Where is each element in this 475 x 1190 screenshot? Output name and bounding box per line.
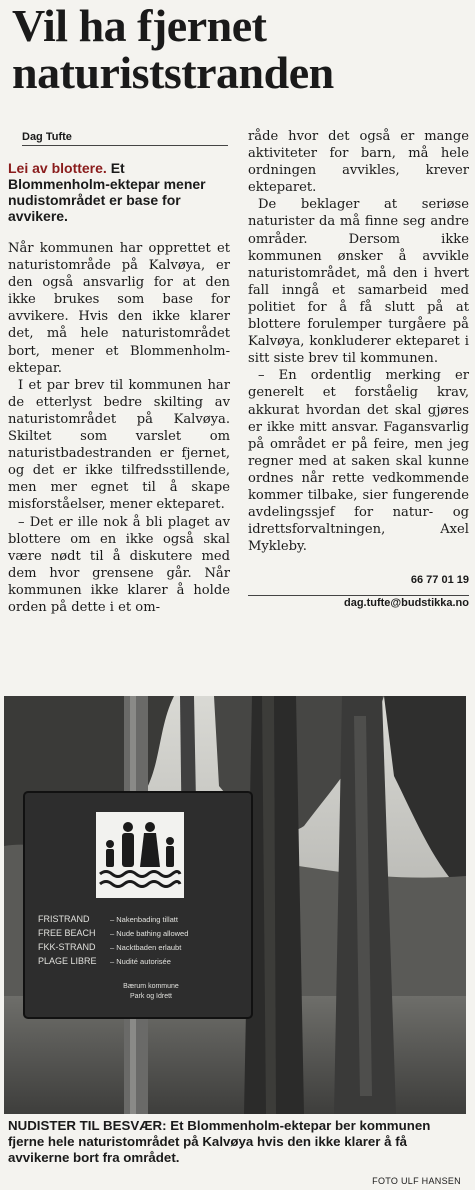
phone-number: 66 77 01 19 <box>410 574 469 587</box>
column-1 <box>8 160 230 616</box>
headline <box>12 2 472 96</box>
sign-footer-1: Bærum kommune <box>123 983 179 990</box>
body-paragraph: – Det er ille nok å bli plaget av blottere om en ikke også skal være nødt til å diskutere med dem hvor grensene går. Når kommunen ikke klarer å holde orden på dette i et om- <box>8 514 230 615</box>
sign-row-name: PLAGE LIBRE <box>38 956 97 966</box>
sign-row-name: FREE BEACH <box>38 928 96 938</box>
contact-block <box>248 573 469 610</box>
photo-illustration <box>4 696 466 1114</box>
sign-row-text: – Nacktbaden erlaubt <box>110 943 182 952</box>
sign-row-name: FKK-STRAND <box>38 942 96 952</box>
sign-footer-2: Park og Idrett <box>129 993 173 1000</box>
byline: Dag Tufte <box>22 131 228 146</box>
email-address: dag.tufte@budstikka.no <box>343 597 469 610</box>
photo-credit: FOTO ULF HANSEN <box>372 1176 461 1186</box>
body-paragraph: – En ordentlig merking er generelt et forståelig krav, akkurat hvordan det skal gjøres er ikke mitt ansvar. Fagansvarlig på området er på feire, men jeg regner med at saken skal kunne ordnes når rette vedkommende kommer tilbake, sier fungerende avdelingssjef for natur- og idrettsforvaltningen, Axel Mykleby. <box>248 368 469 555</box>
column-2 <box>248 128 469 610</box>
headline-line-2: naturiststranden <box>12 47 334 98</box>
body-paragraph: råde hvor det også er mange aktiviteter for barn, må hele ordningen avvikles, krever ekteparet. <box>248 129 469 196</box>
headline-line-1: Vil ha fjernet <box>12 0 267 51</box>
sign-row-text: – Nude bathing allowed <box>110 929 189 938</box>
sign-row-name: FRISTRAND <box>38 914 90 924</box>
body-paragraph: De beklager at seriøse naturister da må finne seg andre områder. Dersom ikke kommunen ønsker å avvikle naturistområdet, må den i hvert fall inngå et samarbeid med politiet for å få slutt på at blottere forulemper turgåere på Kalvøya, konkluderer ekteparet i sitt siste brev til kommunen. <box>248 197 469 367</box>
caption-text: Et Blommenholm-ektepar ber kommunen fjerne hele naturistområdet på Kalvøya hvis den ikke klarer å få avvikerne bort fra området. <box>8 1118 431 1165</box>
news-photo <box>4 696 466 1114</box>
body-paragraph: Når kommunen har opprettet et naturistområde på Kalvøya, er den også ansvarlig for at den ikke brukes som base for avvikere. Hvis den ikke klarer det, må hele naturistområdet bort, mener et Blommenholm-ektepar. <box>8 241 230 376</box>
lead-kicker: Lei av blottere. <box>8 160 107 176</box>
lead-paragraph <box>8 160 230 224</box>
column-1-body <box>8 240 230 616</box>
lead-text: Et Blommenholm-ektepar mener nudistområdet er base for avvikere. <box>8 160 206 224</box>
body-paragraph: I et par brev til kommunen har de etterlyst bedre skilting av naturistområdet på Kalvøya. Skiltet som varslet om naturistbadestranden er fjernet, og det er ikke tilfredsstillende, men mer egnet til å skape misforståelser, mener ekteparet. <box>8 377 230 513</box>
sign-row-text: – Nakenbading tillatt <box>110 915 178 924</box>
sign-row-text: – Nudité autorisée <box>110 957 171 966</box>
caption-kicker: NUDISTER TIL BESVÆR: <box>8 1118 167 1133</box>
beach-sign <box>24 792 252 1018</box>
column-2-body <box>248 128 469 555</box>
photo-caption <box>8 1118 468 1166</box>
